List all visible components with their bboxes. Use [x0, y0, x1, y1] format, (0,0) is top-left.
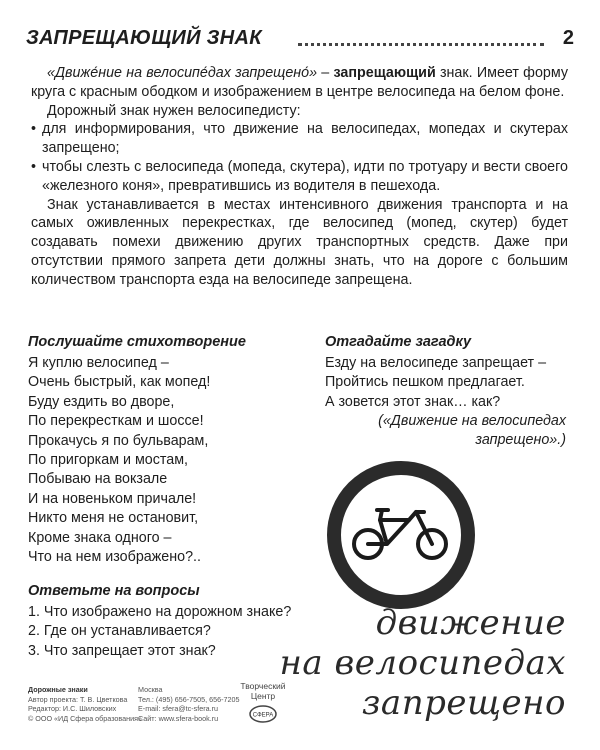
riddle-answer: [356, 412, 566, 451]
poem-line: Очень быстрый, как мопед!: [28, 374, 211, 391]
purpose-list: [31, 120, 568, 195]
poem-line: Буду ездить во дворе,: [28, 393, 175, 410]
footer-line: E-mail: sfera@tc-sfera.ru: [138, 704, 218, 713]
riddle-line: Пройтись пешком предлагает.: [325, 374, 525, 391]
answer-line: запрещено».): [475, 432, 566, 449]
dotted-leader: [298, 43, 544, 46]
intro-text: [31, 64, 568, 290]
footer-contacts: [138, 685, 239, 723]
intro-paragraph-1-rest: знак. Имеет форму круга с красным ободком и изображением в центре велосипеда на белом фоне.: [31, 65, 568, 100]
publisher-logo-icon: [248, 704, 278, 724]
poem-line: Я куплю велосипед –: [28, 355, 169, 371]
sign-ring: [334, 468, 468, 602]
poem-line: По пригоркам и мостам,: [28, 452, 189, 469]
cursive-caption: [280, 603, 566, 723]
poem-line: Прокачусь я по бульварам,: [28, 432, 209, 449]
footer-line: Москва: [138, 685, 163, 694]
cursive-line: движение: [375, 603, 566, 643]
intro-paragraph-3: Знак устанавливается в местах интенсивного движения транспорта и на самых оживленных перекрестках, где велосипед (мопед, скутер) будет создавать помехи движению других транспортных средств. Даже при отсутствии прямого запрета дети должны знать, что на дороге с большим количеством транспорта езда на велосипеде запрещена.: [31, 196, 568, 288]
footer-line: © ООО «ИД Сфера образования»: [28, 713, 143, 723]
list-item: • для информирования, что движение на велосипедах, мопедах и скутерах запрещено;: [31, 120, 568, 158]
poem-line: Что на нем изображено?..: [28, 549, 201, 566]
intro-paragraph-1: [31, 64, 568, 102]
poem: [28, 354, 210, 567]
poem-title: Послушайте стихотворение: [28, 334, 246, 350]
publisher-block: [228, 681, 298, 724]
question-item: 1. Что изображено на дорожном знаке?: [28, 604, 292, 620]
footer-line: Автор проекта: Т. В. Цветкова: [28, 694, 128, 704]
page-number: 2: [562, 27, 574, 49]
cursive-line: на велосипедах: [279, 643, 566, 683]
footer-line: Тел.: (495) 656-7505, 656-7205: [138, 694, 240, 704]
sign-type-word: запрещающий: [333, 65, 436, 81]
question-item: 3. Что запрещает этот знак?: [28, 642, 216, 659]
riddle-line: Езду на велосипеде запрещает –: [325, 355, 547, 371]
intro-dash: –: [317, 65, 334, 81]
footer-line: Редактор: И.С. Шиловских: [28, 704, 117, 713]
header: [26, 27, 574, 53]
riddle-line: А зовется этот знак… как?: [325, 393, 501, 410]
footer-credits: [28, 685, 142, 723]
footer-line: Дорожные знаки: [28, 685, 88, 694]
questions: [28, 603, 291, 661]
poem-line: Кроме знака одного –: [28, 529, 172, 546]
questions-title: Ответьте на вопросы: [28, 583, 200, 599]
sign-name-quote: «Движе́ние на велосипе́дах запрещено́»: [47, 65, 318, 81]
no-bicycles-road-sign: [326, 460, 476, 610]
svg-text:СФЕРА: СФЕРА: [252, 712, 274, 719]
list-item: • чтобы слезть с велосипеда (мопеда, скутера), идти по тротуару и вести своего «железного коня», превратившись из водителя в пешехода.: [31, 158, 568, 196]
question-item: 2. Где он устанавливается?: [28, 623, 211, 640]
poem-line: По перекресткам и шоссе!: [28, 413, 204, 430]
cursive-line: запрещено: [361, 683, 566, 723]
poem-line: Никто меня не остановит,: [28, 510, 199, 527]
intro-paragraph-2: Дорожный знак нужен велосипедисту:: [47, 102, 301, 119]
answer-line: («Движение на велосипедах: [378, 413, 566, 429]
riddle-title: Отгадайте загадку: [325, 334, 472, 350]
riddle: [325, 354, 546, 412]
publisher-line: Творческий: [240, 681, 286, 691]
page-title: ЗАПРЕЩАЮЩИЙ ЗНАК: [26, 27, 262, 49]
poem-line: Побываю на вокзале: [28, 471, 168, 488]
footer-line: Сайт: www.sfera-book.ru: [138, 713, 219, 723]
poem-line: И на новеньком причале!: [28, 490, 197, 507]
publisher-line: Центр: [250, 691, 276, 701]
